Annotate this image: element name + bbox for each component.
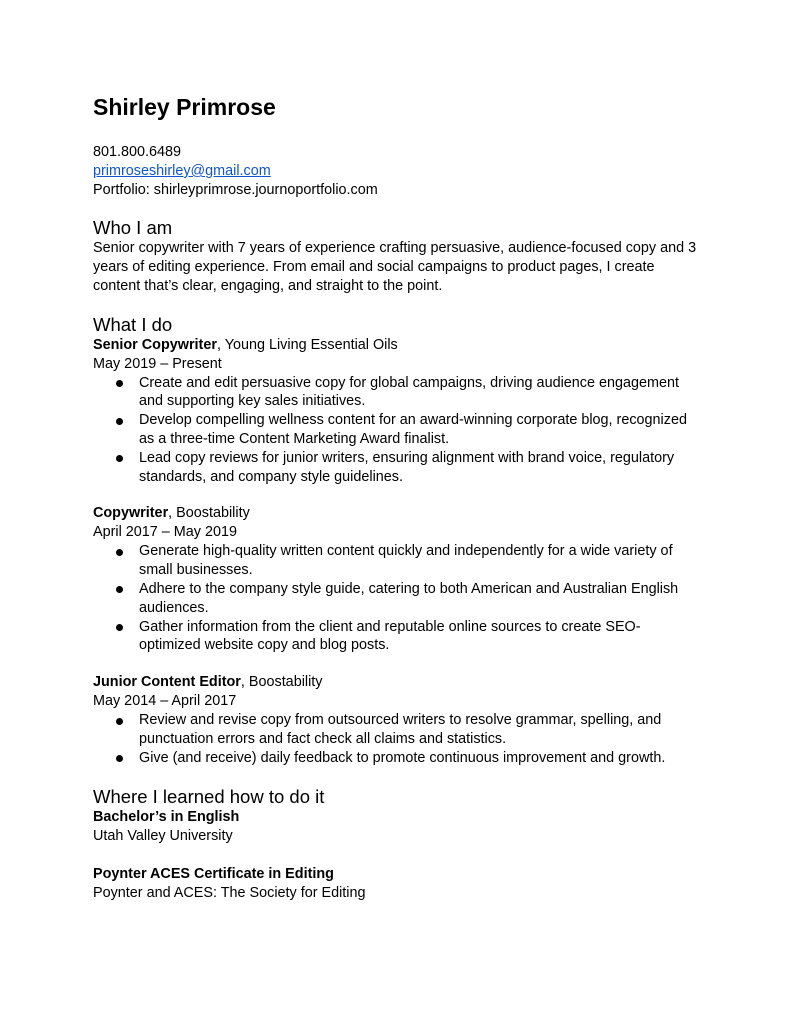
experience-heading: What I do	[93, 313, 173, 335]
job-dates: May 2014 – April 2017	[93, 693, 237, 710]
about-heading: Who I am	[93, 217, 173, 238]
degree-name: Bachelor’s in English	[93, 808, 240, 825]
education-entry	[93, 865, 713, 903]
bullet-icon	[116, 455, 123, 462]
job-bullets	[93, 711, 713, 767]
candidate-name: Shirley Primrose	[93, 94, 276, 120]
bullet-text: Review and revise copy from outsourced writers to resolve grammar, spelling, and punctuation errors and fact check all claims and statistics.	[139, 712, 662, 747]
bullet-text: Lead copy reviews for junior writers, ensuring alignment with brand voice, regulatory standards, and company style guidelines.	[139, 449, 675, 485]
job-entry	[93, 336, 713, 487]
job-title: Junior Content Editor	[93, 674, 241, 691]
bullet-icon	[116, 418, 123, 425]
job-bullets	[93, 542, 713, 655]
bullet-icon	[116, 380, 123, 387]
job-title: Senior Copywriter	[93, 336, 217, 353]
education-section	[93, 786, 713, 903]
job-company: , Boostability	[168, 505, 250, 522]
job-title: Copywriter	[93, 505, 169, 522]
bullet-icon	[116, 755, 123, 762]
bullet-item	[93, 580, 699, 618]
bullet-item	[93, 411, 699, 449]
bullet-icon	[116, 586, 123, 593]
bullet-icon	[116, 624, 123, 631]
job-bullets	[93, 374, 713, 487]
job-entry	[93, 673, 713, 767]
bullet-item	[93, 449, 699, 487]
experience-section	[93, 314, 713, 768]
job-entry	[93, 504, 713, 655]
resume-document	[93, 93, 713, 903]
job-dates: April 2017 – May 2019	[93, 524, 237, 541]
bullet-icon	[116, 718, 123, 725]
bullet-text: Adhere to the company style guide, catering to both American and Australian English audiences.	[139, 580, 679, 616]
bullet-icon	[116, 549, 123, 556]
email-link[interactable]: primroseshirley@gmail.com	[93, 163, 271, 179]
bullet-item	[93, 542, 699, 580]
degree-name: Poynter ACES Certificate in Editing	[93, 865, 334, 882]
job-company: , Boostability	[240, 674, 323, 691]
bullet-item	[93, 711, 699, 749]
job-dates: May 2019 – Present	[93, 355, 222, 372]
education-entry	[93, 808, 713, 846]
bullet-text: Create and edit persuasive copy for global campaigns, driving audience engagement and supporting key sales initiatives.	[139, 374, 679, 410]
bullet-text: Give (and receive) daily feedback to promote continuous improvement and growth.	[139, 749, 666, 766]
about-text: Senior copywriter with 7 years of experience crafting persuasive, audience-focused copy and 3 years of editing experience. From email and social campaigns to product pages, I create content that’s clear, engaging, and straight to the point.	[93, 240, 697, 295]
portfolio-text: Portfolio: shirleyprimrose.journoportfolio.com	[93, 182, 378, 198]
institution-name: Utah Valley University	[93, 827, 233, 844]
bullet-text: Develop compelling wellness content for an award-winning corporate blog, recognized as a three-time Content Marketing Award finalist.	[139, 412, 687, 447]
contact-info	[93, 143, 713, 200]
job-company: , Young Living Essential Oils	[216, 336, 398, 353]
education-heading: Where I learned how to do it	[93, 785, 325, 807]
about-section	[93, 217, 713, 297]
bullet-text: Generate high-quality written content quickly and independently for a wide variety of small businesses.	[139, 543, 673, 579]
bullet-item	[93, 749, 699, 768]
bullet-item	[93, 618, 699, 656]
institution-name: Poynter and ACES: The Society for Editing	[93, 884, 366, 901]
phone-number: 801.800.6489	[93, 144, 182, 160]
bullet-item	[93, 374, 699, 412]
bullet-text: Gather information from the client and reputable online sources to create SEO-optimized website copy and blog posts.	[139, 618, 641, 654]
